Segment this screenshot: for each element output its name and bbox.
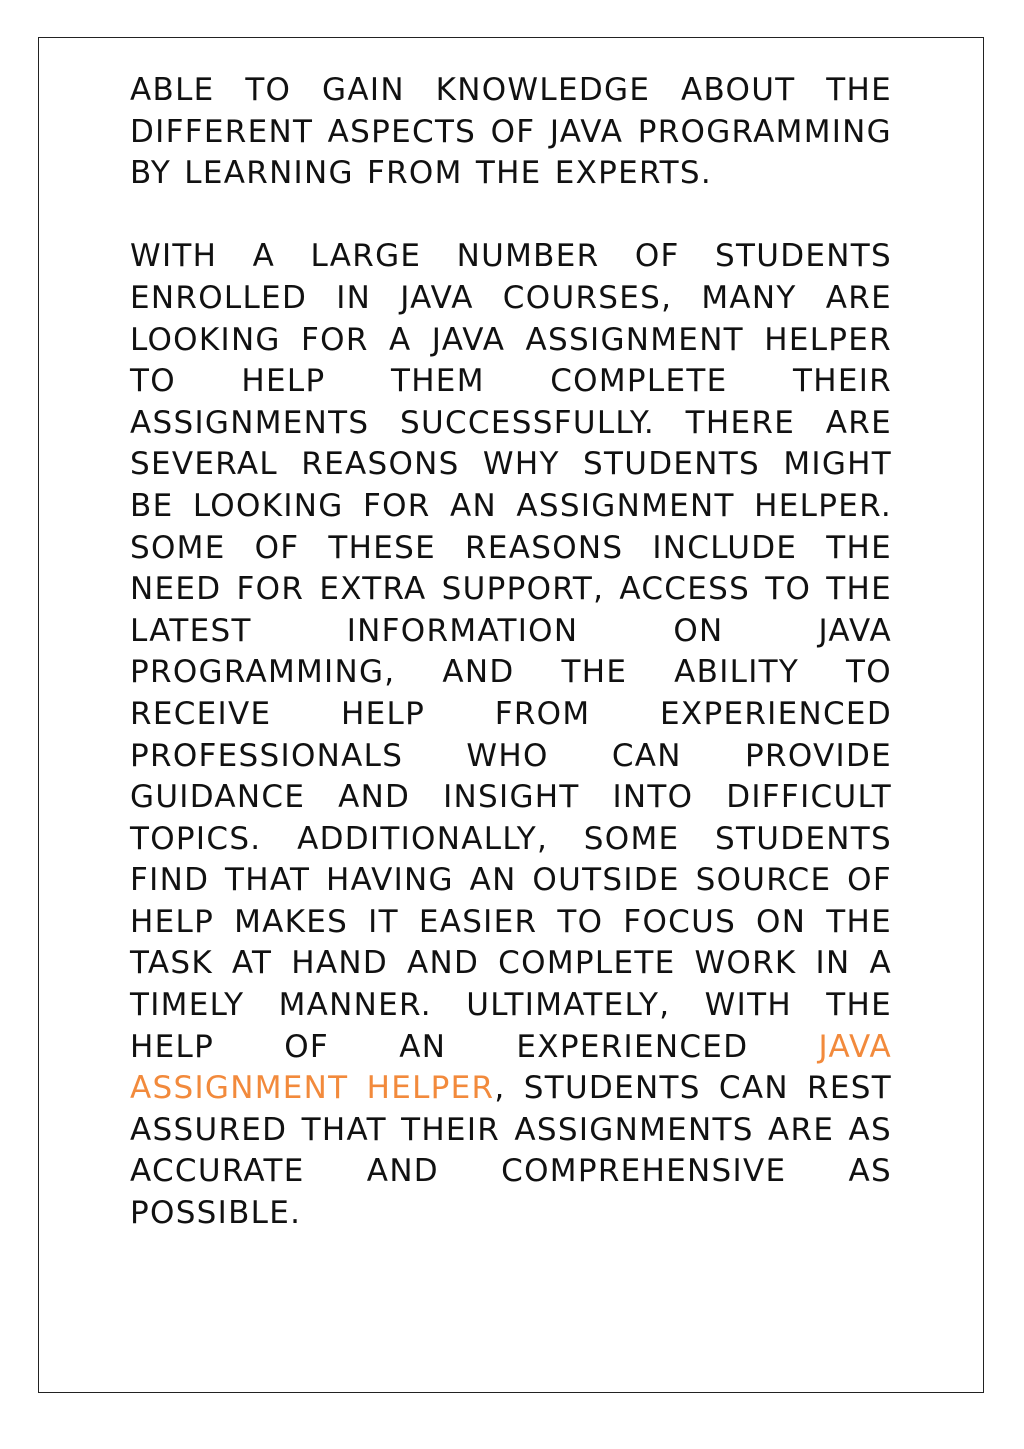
paragraph-intro xyxy=(130,70,892,195)
paragraph-intro-text: ABLE TO GAIN KNOWLEDGE ABOUT THE DIFFERENT ASPECTS OF JAVA PROGRAMMING BY LEARNING FROM THE EXPERTS. xyxy=(130,72,892,192)
paragraph-main-text-after: , STUDENTS CAN REST ASSURED THAT THEIR ASSIGNMENTS ARE AS ACCURATE AND COMPREHENSIVE AS POSSIBLE. xyxy=(130,1070,892,1232)
paragraph-main xyxy=(130,236,892,1234)
paragraph-main-text-before: WITH A LARGE NUMBER OF STUDENTS ENROLLED IN JAVA COURSES, MANY ARE LOOKING FOR A JAVA ASSIGNMENT HELPER TO HELP THEM COMPLETE THEIR ASSIGNMENTS SUCCESSFULLY. THERE ARE SEVERAL REASONS WHY STUDENTS MIGHT BE LOOKING FOR AN ASSIGNMENT HELPER. SOME OF THESE REASONS INCLUDE THE NEED FOR EXTRA SUPPORT, ACCESS TO THE LATEST INFORMATION ON JAVA PROGRAMMING, AND THE ABILITY TO RECEIVE HELP FROM EXPERIENCED PROFESSIONALS WHO CAN PROVIDE GUIDANCE AND INSIGHT INTO DIFFICULT TOPICS. ADDITIONALLY, SOME STUDENTS FIND THAT HAVING AN OUTSIDE SOURCE OF HELP MAKES IT EASIER TO FOCUS ON THE TASK AT HAND AND COMPLETE WORK IN A TIMELY MANNER. ULTIMATELY, WITH THE HELP OF AN EXPERIENCED xyxy=(130,238,892,1065)
java-assignment-helper-link[interactable]: JAVA ASSIGNMENT HELPER xyxy=(130,1028,892,1107)
document-body xyxy=(130,70,892,1235)
